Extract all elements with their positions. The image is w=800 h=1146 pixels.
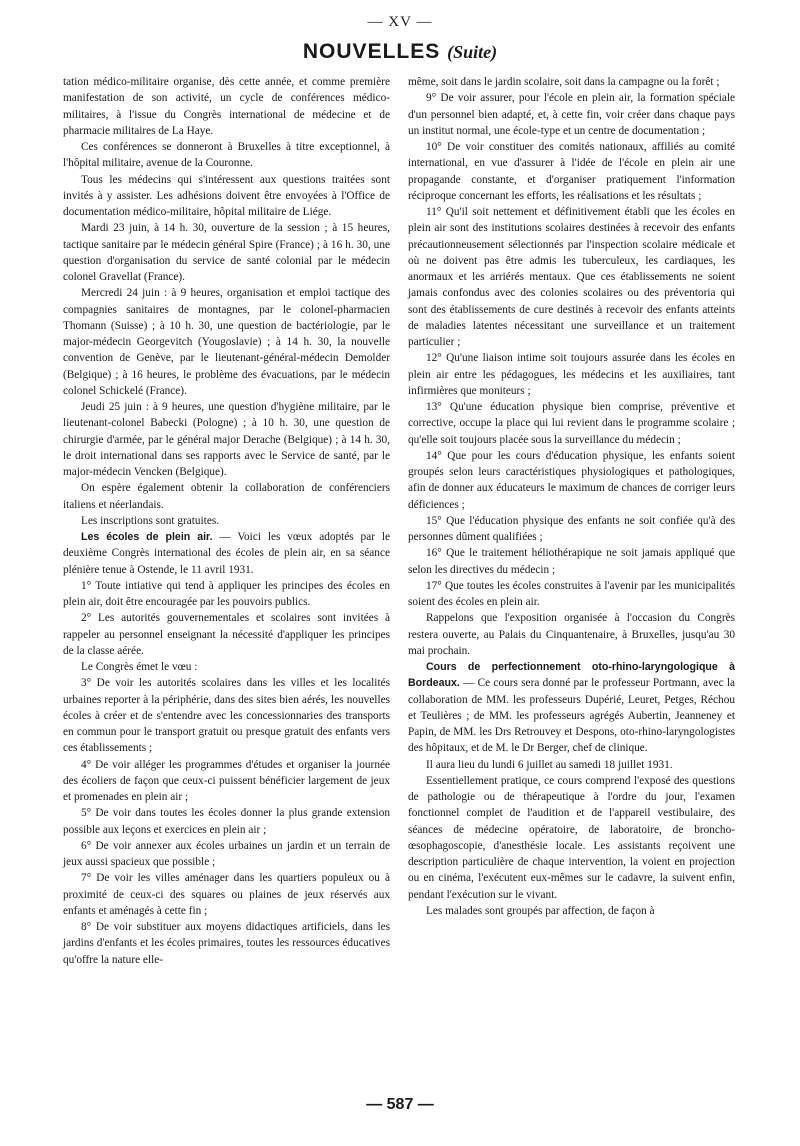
section-title bbox=[0, 40, 800, 64]
paragraph: Les inscriptions sont gratuites. bbox=[81, 514, 220, 527]
paragraph: Essentiellement pratique, ce cours comprend l'exposé des questions de pathologie ou de thérapeutique à l'ordre du jour, l'examen fonctionnel complet de l'audition et de l'appareil vestibulaire, des séances de médecine opératoire, de laboratoire, de broncho-œsophagoscopie, d'anesthésie locale. Les assistants reçoivent une description particulière de chaque intervention, la voient en projection ou en cinéma, l'exécutent eux-mêmes sur le cadavre, la suivent enfin, pendant l'exécution sur le vivant. bbox=[408, 774, 735, 901]
paragraph: 4° De voir alléger les programmes d'études et organiser la journée des écoliers de façon que ceux-ci puissent bénéficier largement de jeux et promenades en plein air ; bbox=[63, 758, 390, 803]
paragraph: 13° Qu'une éducation physique bien comprise, préventive et corrective, occupe la place qui lui revient dans le programme scolaire ; qu'elle soit toujours placée sous la surveillance du médecin ; bbox=[408, 401, 735, 446]
page-number: — 587 — bbox=[366, 1096, 434, 1113]
section-title-text: NOUVELLES bbox=[302, 40, 441, 63]
paragraph: Le Congrès émet le vœu : bbox=[81, 661, 198, 673]
paragraph: Tous les médecins qui s'intéressent aux questions traitées sont invités à y assister. Les adhésions doivent être envoyées à l'Office de documentation médico-militaire, hôpital militaire de Liége. bbox=[63, 173, 390, 218]
paragraph: 8° De voir substituer aux moyens didactiques artificiels, dans les jardins d'enfants et les écoles primaires, toutes les ressources éducatives qu'offre la nature elle- bbox=[63, 921, 390, 966]
paragraph bbox=[408, 659, 735, 757]
paragraph: même, soit dans le jardin scolaire, soit dans la campagne ou la forêt ; bbox=[408, 76, 720, 88]
paragraph: Mercredi 24 juin : à 9 heures, organisation et emploi tactique des compagnies sanitaires de montagnes, par le colonel-pharmacien Thomann (Suisse) ; à 10 h. 30, une question de bactériologie, par le major-médecin Georgevitch (Yougoslavie) ; à 14 h. 30, la nouvelle convention de Genève, par le lieutenant-général-médecin Demolder (Belgique) ; à 16 heures, le problème des évacuations, par le médecin colonel Schickelé (France). bbox=[63, 287, 390, 397]
paragraph: 9° De voir assurer, pour l'école en plein air, la formation spéciale d'un personnel bien adapté, et, à cette fin, voir créer dans chaque pays un institut normal, une école-type et un centre de documentation ; bbox=[408, 92, 735, 137]
paragraph: 6° De voir annexer aux écoles urbaines un jardin et un terrain de jeux aussi spacieux que possible ; bbox=[63, 839, 390, 868]
paragraph: 5° De voir dans toutes les écoles donner la plus grande extension possible aux leçons et exercices en plein air ; bbox=[63, 807, 390, 836]
paragraph: 14° Que pour les cours d'éducation physique, les enfants soient groupés selon leurs caractéristiques physiologiques et pathologiques, afin de donner aux éducateurs le maximum de chances de corriger leurs déficiences ; bbox=[408, 449, 735, 511]
left-column bbox=[63, 74, 390, 968]
paragraph: 10° De voir constituer des comités nationaux, affiliés au comité international, en vue d'assurer à l'idée de l'école en plein air une propagande constante, et d'organiser pratiquement l'information réciproque concernant les efforts, les réalisations et les résultats ; bbox=[408, 141, 735, 202]
article-text: — Voici les vœux adoptés par le deuxième Congrès international des écoles de plein air, en sa séance plénière tenue à Ostende, le 11 avril 1931. bbox=[63, 531, 390, 576]
paragraph: 3° De voir les autorités scolaires dans les villes et les localités urbaines reporter à la périphérie, dans des sites bien aérés, les nouvelles écoles à créer et de s'entendre avec les concessionnaries des transports en commun pour le transport gratuit ou presque gratuit des enfants vers ces établissements ; bbox=[63, 677, 390, 755]
paragraph: Rappelons que l'exposition organisée à l'occasion du Congrès restera ouverte, au Palais du Cinquantenaire, à Bruxelles, jusqu'au 30 mai prochain. bbox=[408, 612, 735, 657]
paragraph bbox=[63, 529, 390, 578]
paragraph: 1° Toute intiative qui tend à appliquer les principes des écoles en plein air, doit être encouragée par les pouvoirs publics. bbox=[63, 579, 390, 608]
article-heading: Cours de perfectionnement oto-rhino-laryngologique à Bordeaux. bbox=[408, 661, 735, 690]
paragraph: 16° Que le traitement héliothérapique ne soit jamais appliqué que selon les directives du médecin ; bbox=[408, 547, 735, 576]
section-title-suffix: (Suite) bbox=[447, 42, 498, 62]
paragraph: 15° Que l'éducation physique des enfants ne soit confiée qu'à des personnes dûment qualifiées ; bbox=[408, 514, 735, 543]
paragraph: 7° De voir les villes aménager dans les quartiers populeux ou à proximité de ceux-ci des squares ou plaines de jeux réservés aux enfants et aménagés à cette fin ; bbox=[63, 872, 390, 917]
paragraph: On espère également obtenir la collaboration de conférenciers italiens et néerlandais. bbox=[63, 482, 390, 511]
paragraph: 11° Qu'il soit nettement et définitivement établi que les écoles en plein air sont des institutions scolaires destinées à recevoir des enfants précautionneusement sélectionnés par l'inspection scolaire médicale et où ne doivent pas être admis les tuberculeux, les cardiaques, les anormaux et les arriérés mentaux. Que ces établissements ne soient jamais confondus avec des colonies scolaires ou des préventoria qui sont des établissements de cure destinés à recevoir des enfants atteints de maladies latentes nécessitant une surveillance et un traitement particulier ; bbox=[408, 206, 735, 348]
paragraph: Jeudi 25 juin : à 9 heures, une question d'hygiène militaire, par le lieutenant-colonel Babecki (Pologne) ; à 10 h. 30, une question de chirurgie d'armée, par le général major Derache (Belgique) ; à 14 h. 30, le droit international dans ses rapports avec le Service de santé, par le major-médecin Vencken (Belgique). bbox=[63, 401, 390, 478]
article-heading: Les écoles de plein air. bbox=[81, 531, 213, 543]
paragraph: Les malades sont groupés par affection, de façon à bbox=[426, 904, 655, 917]
paragraph: tation médico-militaire organise, dès cette année, et comme première manifestation de son activité, un cycle de conférences médico-militaires, à l'issue du Congrès international de médecine et de pharmacie militaires de La Haye. bbox=[63, 76, 390, 137]
paragraph: Il aura lieu du lundi 6 juillet au samedi 18 juillet 1931. bbox=[426, 758, 673, 771]
article-text: — Ce cours sera donné par le professeur Portmann, avec la collaboration de MM. les professeurs Dupérié, Leuret, Petges, Réchou et Teulières ; de MM. les professeurs agrégés Aubertin, Jeanneney et Papin, de MM. les Drs Retrouvey et Despons, oto-rhino-laryngologistes des hôpitaux, et de M. le Dr Berger, chef de clinique. bbox=[408, 677, 735, 755]
paragraph: 2° Les autorités gouvernementales et scolaires sont invitées à rappeler au personnel enseignant la nécessité d'appliquer les principes de la classe aérée. bbox=[63, 612, 390, 657]
paragraph: Mardi 23 juin, à 14 h. 30, ouverture de la session ; à 15 heures, tactique sanitaire par le médecin général Spire (France) ; à 16 h. 30, une question d'organisation du service de santé colonial par le médecin colonel Gravellat (France). bbox=[63, 222, 390, 283]
paragraph: Ces conférences se donneront à Bruxelles à titre exceptionnel, à l'hôpital militaire, avenue de la Couronne. bbox=[63, 141, 390, 170]
right-column bbox=[408, 74, 735, 919]
paragraph: 17° Que toutes les écoles construites à l'avenir par les municipalités soient des écoles en plein air. bbox=[408, 579, 735, 608]
roman-page-number: — XV — bbox=[367, 14, 433, 30]
paragraph: 12° Qu'une liaison intime soit toujours assurée dans les écoles en plein air entre les pédagogues, les médecins et les auxiliaires, tant infirmières que moniteurs ; bbox=[408, 352, 735, 397]
